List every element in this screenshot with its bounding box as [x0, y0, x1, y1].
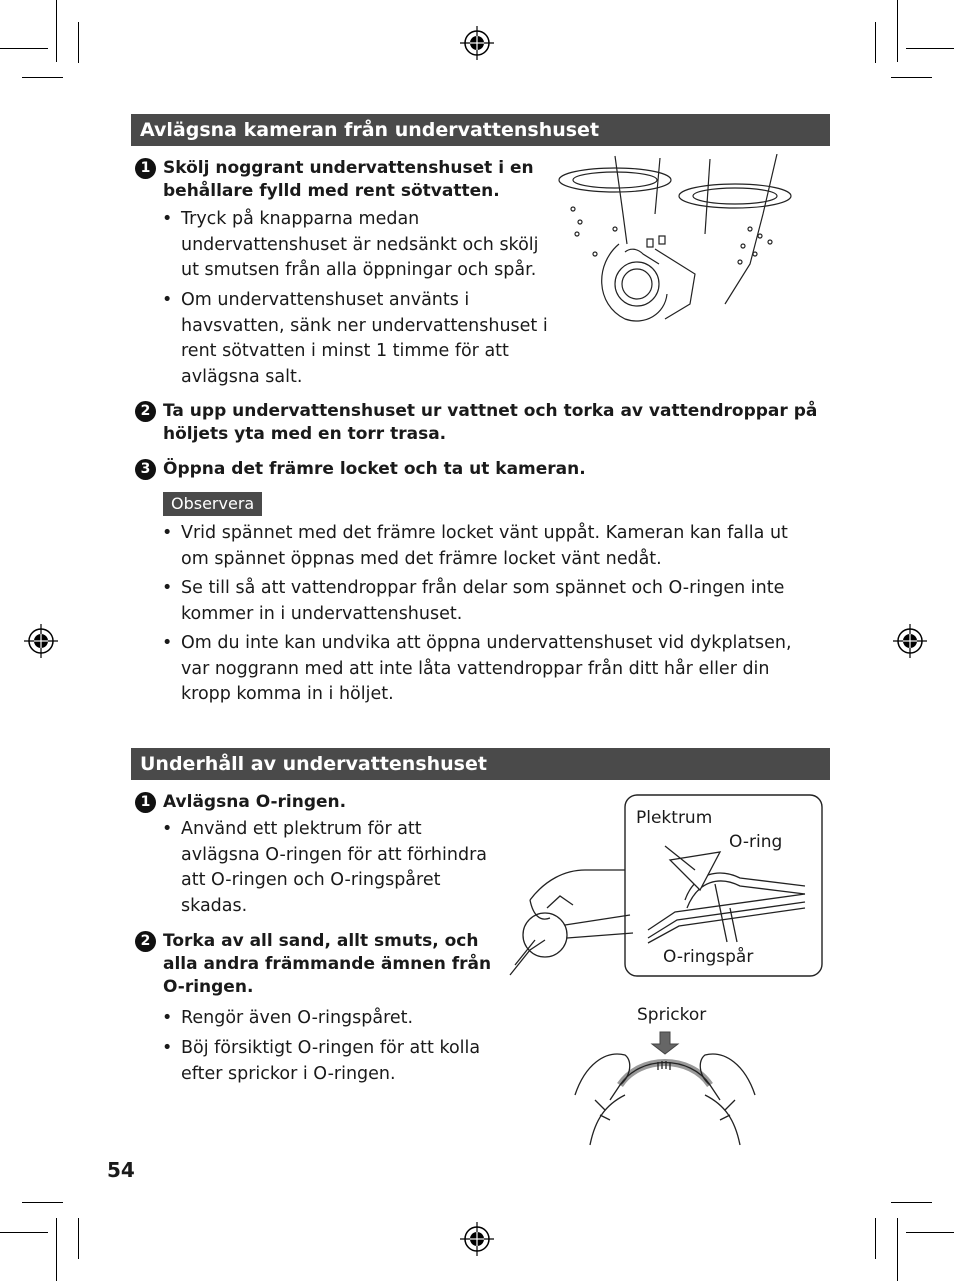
crop-mark	[906, 1232, 954, 1233]
registration-mark-icon	[893, 624, 927, 658]
bullet-text: Använd ett plektrum för att avlägsna O-ringen för att förhindra att O-ringen och O-ringspåret skadas.	[181, 819, 487, 916]
bullet-text: Rengör även O-ringspåret.	[181, 1008, 414, 1028]
bullet-item	[160, 1006, 500, 1032]
bullet-text: Böj försiktigt O-ringen för att kolla efter sprickor i O-ringen.	[181, 1038, 481, 1084]
label-plektrum: Plektrum	[636, 808, 713, 828]
bullet-glyph: •	[162, 523, 173, 543]
section-heading: Underhåll av undervattenshuset	[131, 748, 830, 780]
rinsing-illustration	[555, 154, 825, 329]
label-o-ringspar: O-ringspår	[663, 947, 754, 967]
bullet-glyph: •	[162, 209, 173, 229]
crop-mark	[891, 1202, 932, 1203]
step-number: 3	[135, 459, 156, 480]
bullet-item	[160, 288, 550, 390]
crop-mark	[0, 48, 48, 49]
crop-mark	[897, 1218, 898, 1281]
bullet-text: Vrid spännet med det främre locket vänt uppåt. Kameran kan falla ut om spännet öppnas med det främre locket vänt nedåt.	[181, 523, 788, 569]
crop-mark	[0, 1232, 48, 1233]
crop-mark	[897, 0, 898, 62]
bullet-text: Tryck på knapparna medan undervattenshuset är nedsänkt och skölj ut smutsen från alla öppningar och spår.	[181, 209, 539, 280]
step-number: 1	[135, 792, 156, 813]
crop-mark	[78, 22, 79, 63]
section-heading: Avlägsna kameran från undervattenshuset	[131, 114, 830, 146]
crop-mark	[78, 1218, 79, 1259]
step-heading: Avlägsna O-ringen.	[163, 792, 347, 812]
bullet-glyph: •	[162, 819, 173, 839]
bullet-text: Om du inte kan undvika att öppna undervattenshuset vid dykplatsen, var noggrann med att inte låta vattendroppar från ditt hår eller din kropp komma in i höljet.	[181, 633, 792, 704]
bullet-text: Om undervattenshuset använts i havsvatten, sänk ner undervattenshuset i rent sötvatten i minst 1 timme för att avlägsna salt.	[181, 290, 548, 387]
label-sprickor: Sprickor	[637, 1005, 707, 1025]
step-heading: Skölj noggrant undervattenshuset i en behållare fylld med rent sötvatten.	[163, 158, 534, 201]
note-label: Observera	[163, 492, 262, 516]
crop-mark	[906, 48, 954, 49]
bullet-glyph: •	[162, 1008, 173, 1028]
step-number: 1	[135, 158, 156, 179]
bullet-item	[160, 207, 550, 284]
crop-mark	[875, 1218, 876, 1259]
crop-mark	[22, 77, 63, 78]
registration-mark-icon	[460, 1222, 494, 1256]
step-heading: Torka av all sand, allt smuts, och alla andra främmande ämnen från O-ringen.	[163, 931, 492, 997]
step-number: 2	[135, 401, 156, 422]
bullet-glyph: •	[162, 290, 173, 310]
bullet-item	[160, 576, 810, 627]
step-heading: Öppna det främre locket och ta ut kameran.	[163, 459, 586, 479]
label-o-ring: O-ring	[729, 832, 783, 852]
registration-mark-icon	[24, 624, 58, 658]
bullet-item	[160, 631, 810, 708]
step-heading: Ta upp undervattenshuset ur vattnet och torka av vattendroppar på höljets yta med en torr trasa.	[163, 401, 818, 444]
page-number: 54	[107, 1158, 135, 1182]
bullet-item	[160, 1036, 500, 1087]
bullet-glyph: •	[162, 633, 173, 653]
bullet-item	[160, 817, 500, 919]
crop-mark	[56, 1218, 57, 1281]
bullet-glyph: •	[162, 1038, 173, 1058]
crop-mark	[22, 1202, 63, 1203]
registration-mark-icon	[460, 26, 494, 60]
o-ring-bending-illustration	[570, 1030, 760, 1150]
step-number: 2	[135, 931, 156, 952]
crop-mark	[891, 77, 932, 78]
bullet-glyph: •	[162, 578, 173, 598]
bullet-item	[160, 521, 810, 572]
bullet-text: Se till så att vattendroppar från delar som spännet och O-ringen inte kommer in i undervattenshuset.	[181, 578, 785, 624]
crop-mark	[875, 22, 876, 63]
crop-mark	[56, 0, 57, 62]
